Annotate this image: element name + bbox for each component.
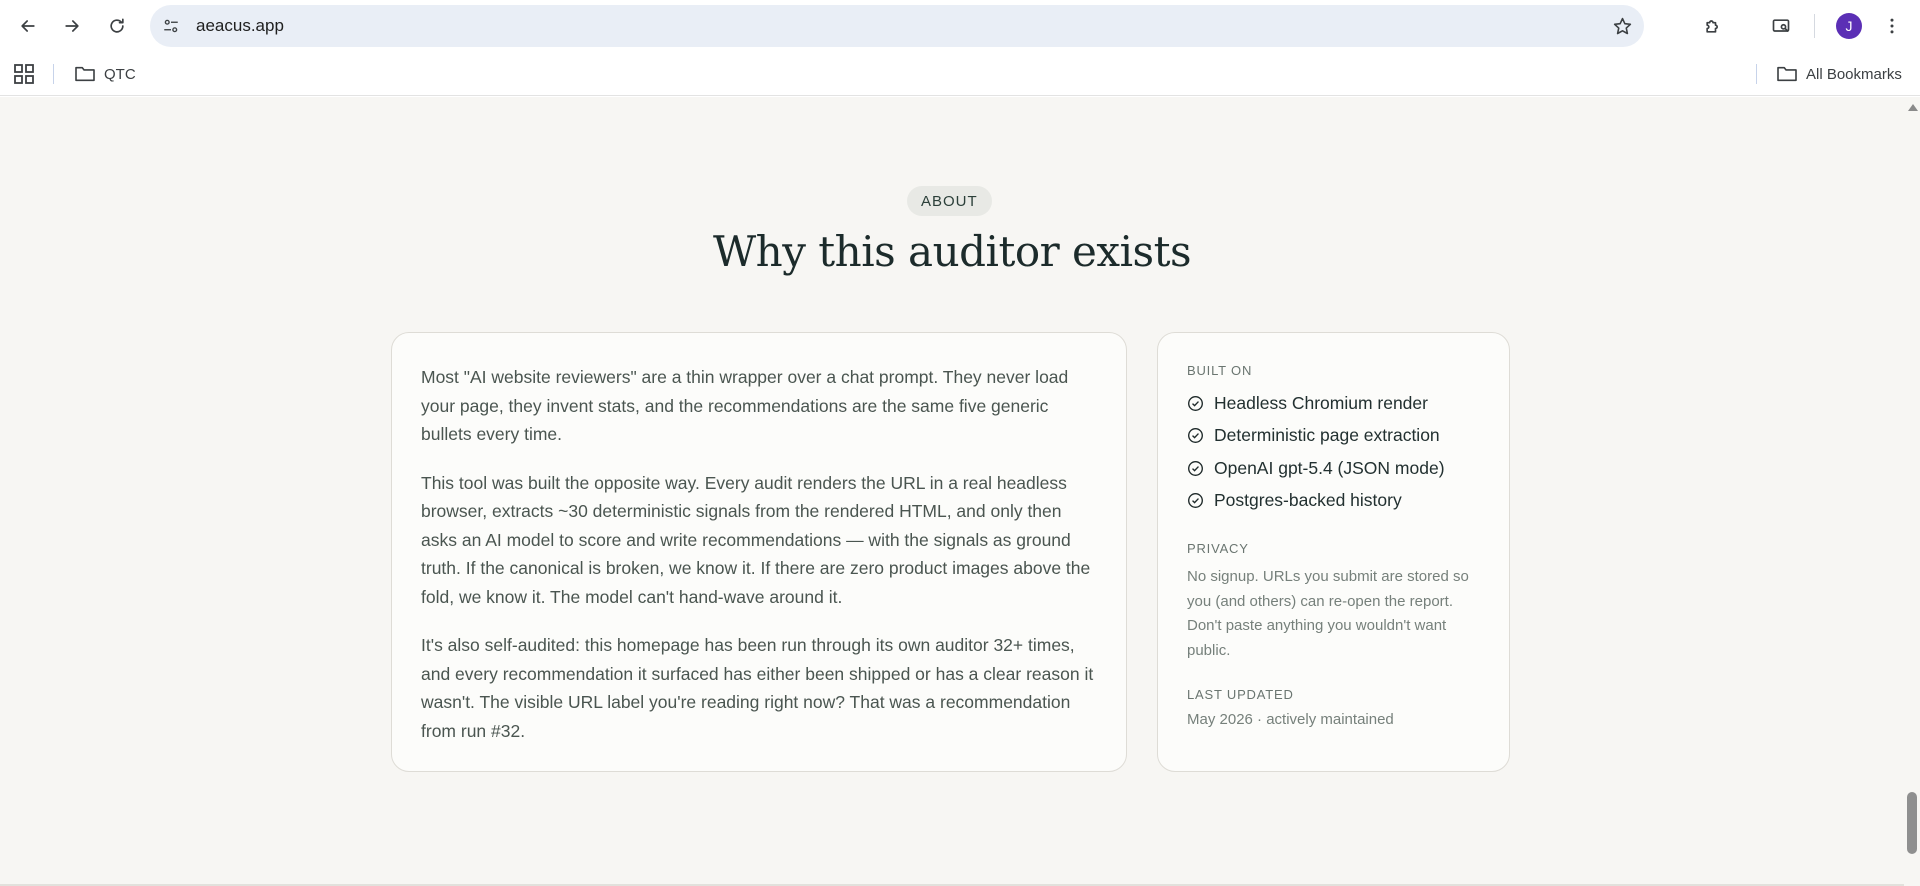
address-bar[interactable] bbox=[150, 5, 1644, 47]
page-scrollbar[interactable] bbox=[1904, 97, 1920, 886]
folder-icon bbox=[74, 65, 96, 83]
apps-grid-icon[interactable] bbox=[12, 62, 36, 86]
privacy-text: No signup. URLs you submit are stored so you (and others) can re-open the report. Don't paste anything you wouldn't want public. bbox=[1187, 568, 1469, 659]
check-circle-icon bbox=[1187, 395, 1204, 412]
bookmarks-bar bbox=[0, 52, 1920, 96]
section-title: Why this auditor exists bbox=[712, 227, 1192, 276]
cast-search-icon bbox=[1771, 16, 1791, 36]
check-circle-icon bbox=[1187, 427, 1204, 444]
bookmarks-divider bbox=[1756, 64, 1757, 84]
privacy-label: PRIVACY bbox=[1187, 541, 1249, 556]
check-circle-icon bbox=[1187, 492, 1204, 509]
built-on-item: OpenAI gpt-5.4 (JSON mode) bbox=[1214, 457, 1445, 478]
puzzle-icon bbox=[1703, 16, 1723, 36]
about-paragraph: Most "AI website reviewers" are a thin wrapper over a chat prompt. They never load your page, they invent stats, and the recommendations are the same five generic bullets every time. bbox=[421, 367, 1069, 444]
all-bookmarks-button[interactable] bbox=[1776, 61, 1902, 87]
list-item bbox=[1187, 452, 1480, 485]
kebab-menu-icon bbox=[1882, 16, 1902, 36]
arrow-left-icon bbox=[18, 16, 38, 36]
bookmark-folder-qtc[interactable] bbox=[74, 61, 136, 87]
built-on-item: Headless Chromium render bbox=[1214, 392, 1428, 413]
profile-avatar[interactable]: J bbox=[1836, 13, 1862, 39]
arrow-right-icon bbox=[62, 16, 82, 36]
folder-icon bbox=[1776, 65, 1798, 83]
url-text[interactable]: aeacus.app bbox=[196, 16, 284, 35]
reload-icon bbox=[107, 16, 127, 36]
page-viewport bbox=[0, 97, 1920, 886]
list-item bbox=[1187, 387, 1480, 420]
toolbar-divider bbox=[1814, 14, 1815, 38]
cast-search-button[interactable] bbox=[1765, 10, 1797, 42]
last-updated-label: LAST UPDATED bbox=[1187, 687, 1294, 702]
scroll-up-arrow-icon[interactable] bbox=[1908, 104, 1918, 111]
browser-toolbar bbox=[0, 0, 1920, 52]
section-eyebrow-badge: ABOUT bbox=[907, 186, 992, 216]
browser-menu-button[interactable] bbox=[1876, 10, 1908, 42]
about-info-card bbox=[1157, 332, 1510, 772]
forward-button[interactable] bbox=[56, 10, 88, 42]
built-on-item: Deterministic page extraction bbox=[1214, 425, 1440, 446]
all-bookmarks-label: All Bookmarks bbox=[1806, 65, 1902, 83]
about-text-card bbox=[391, 332, 1127, 772]
last-updated-text: May 2026 · actively maintained bbox=[1187, 711, 1394, 728]
reload-button[interactable] bbox=[101, 10, 133, 42]
built-on-list bbox=[1187, 387, 1480, 517]
list-item bbox=[1187, 485, 1480, 518]
star-icon bbox=[1612, 16, 1633, 37]
scrollbar-thumb[interactable] bbox=[1907, 792, 1917, 854]
built-on-label: BUILT ON bbox=[1187, 363, 1253, 378]
about-paragraph: This tool was built the opposite way. Every audit renders the URL in a real headless browser, extracts ~30 deterministic signals from the rendered HTML, and only then asks an AI model to score and write recommendations — with the signals as ground truth. If the canonical is broken, we know it. If there are zero product images above the fold, we know it. The model can't hand-wave around it. bbox=[421, 472, 1091, 607]
bookmarks-divider bbox=[53, 64, 54, 84]
check-circle-icon bbox=[1187, 460, 1204, 477]
bookmark-star-button[interactable] bbox=[1608, 12, 1636, 40]
bookmark-folder-label: QTC bbox=[104, 65, 136, 83]
extensions-button[interactable] bbox=[1697, 10, 1729, 42]
back-button[interactable] bbox=[12, 10, 44, 42]
tune-icon bbox=[162, 17, 180, 35]
about-paragraph: It's also self-audited: this homepage has been run through its own auditor 32+ times, and every recommendation it surfaced has either been shipped or has a clear reason it wasn't. The visible URL label you're reading right now? That was a recommendation from run #32. bbox=[421, 635, 1094, 741]
built-on-item: Postgres-backed history bbox=[1214, 490, 1402, 511]
list-item bbox=[1187, 420, 1480, 453]
site-info-button[interactable] bbox=[160, 15, 182, 37]
